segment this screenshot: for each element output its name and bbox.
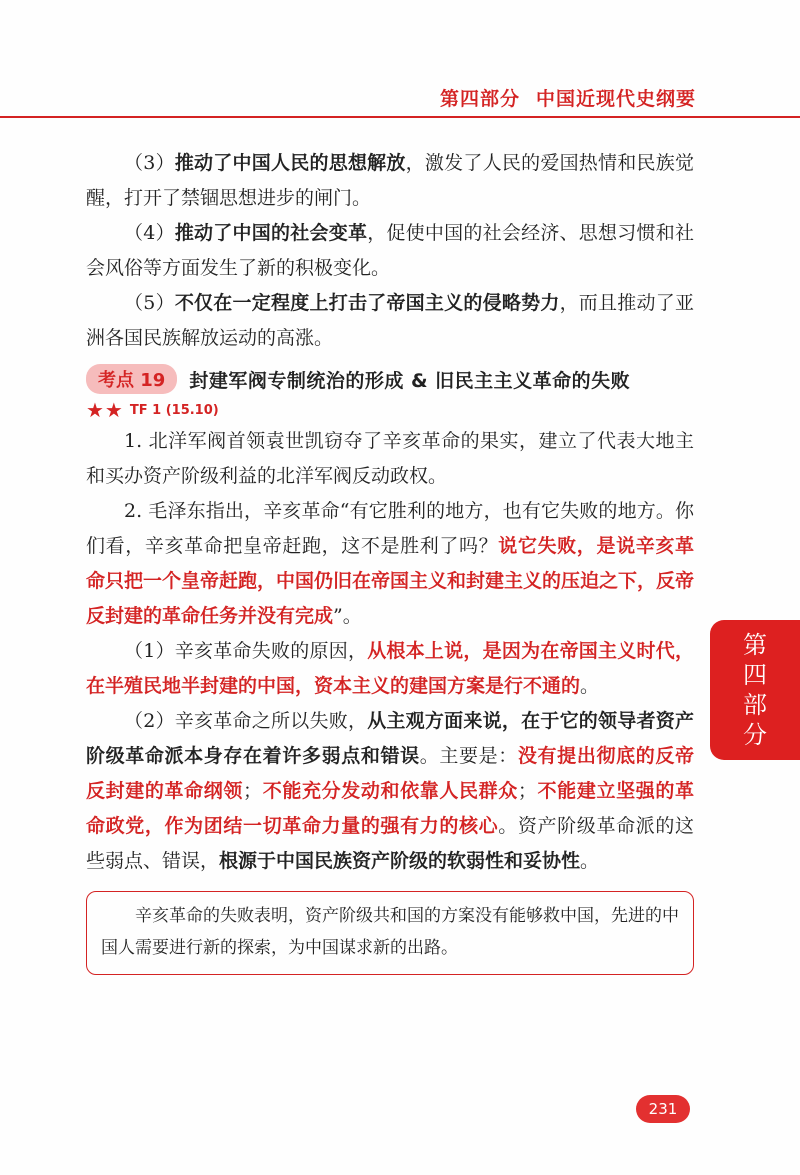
body-paragraph-2: 2. 毛泽东指出，辛亥革命“有它胜利的地方，也有它失败的地方。你们看，辛亥革命把皇帝赶跑，这不是胜利了吗？说它失败，是说辛亥革命只把一个皇帝赶跑，中国仍旧在帝国主义和封建主义的压迫之下，反帝反封建的革命任务并没有完成”。 [86, 500, 695, 627]
body-paragraph-4: （2）辛亥革命之所以失败，从主观方面来说，在于它的领导者资产阶级革命派本身存在着许多弱点和错误。主要是：没有提出彻底的反帝反封建的革命纲领；不能充分发动和依靠人民群众；不能建立坚强的革命政党，作为团结一切革命力量的强有力的核心。资产阶级革命派的这些弱点、错误，根源于中国民族资产阶级的软弱性和妥协性。 [86, 710, 694, 872]
exam-frequency: TF 1 (15.10) [129, 402, 219, 418]
topic-title: 封建军阀专制统治的形成 & 旧民主主义革命的失败 [189, 369, 631, 392]
body-paragraph-3: （1）辛亥革命失败的原因，从根本上说，是因为在帝国主义时代，在半殖民地半封建的中国，资本主义的建国方案是行不通的。 [86, 640, 694, 697]
paragraph-3: （3）推动了中国人民的思想解放，激发了人民的爱国热情和民族觉醒，打开了禁锢思想进步的闸门。 [86, 152, 694, 209]
star-icon: ★★ [86, 398, 124, 422]
page-content [86, 146, 694, 975]
header-title: 中国近现代史纲要 [535, 88, 696, 110]
body-paragraph-1: 1. 北洋军阀首领袁世凯窃夺了辛亥革命的果实，建立了代表大地主和买办资产阶级利益的北洋军阀反动政权。 [86, 430, 694, 487]
section-tab: 第 四 部 分 [710, 620, 800, 760]
summary-box [86, 891, 694, 975]
summary-text: 辛亥革命的失败表明，资产阶级共和国的方案没有能够救中国，先进的中国人需要进行新的探索，为中国谋求新的出路。 [101, 906, 679, 958]
page-number: 231 [636, 1095, 690, 1123]
importance-row [86, 398, 694, 422]
topic-heading [86, 364, 694, 394]
header-part: 第四部分 [439, 88, 520, 110]
header-rule [0, 116, 800, 118]
running-header [440, 84, 696, 111]
paragraph-4: （4）推动了中国的社会变革，促使中国的社会经济、思想习惯和社会风俗等方面发生了新的积极变化。 [86, 222, 694, 279]
topic-badge: 考点 19 [86, 364, 177, 394]
paragraph-5: （5）不仅在一定程度上打击了帝国主义的侵略势力，而且推动了亚洲各国民族解放运动的高涨。 [86, 292, 694, 349]
